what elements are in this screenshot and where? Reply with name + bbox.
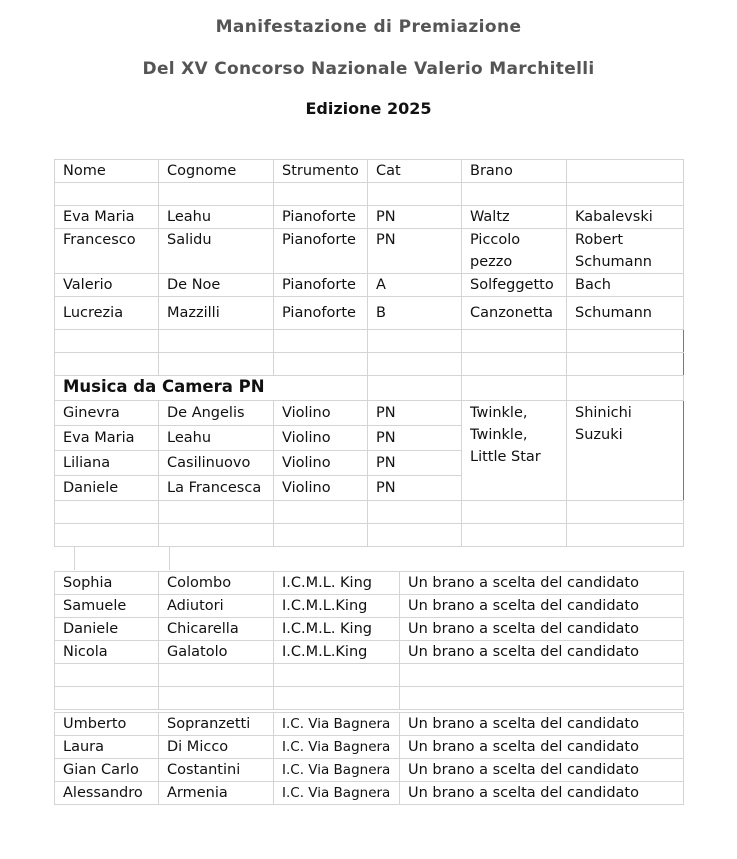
cell-cat: PN bbox=[368, 476, 462, 501]
header-cognome: Cognome bbox=[159, 160, 274, 183]
cell-cognome: Chicarella bbox=[159, 618, 274, 641]
cell-strumento: Violino bbox=[274, 476, 368, 501]
cell-autore: Kabalevski bbox=[567, 206, 684, 229]
cell-autore-chamber: Shinichi Suzuki bbox=[567, 401, 684, 501]
cell-nome: Ginevra bbox=[55, 401, 159, 426]
cell-brano: Un brano a scelta del candidato bbox=[400, 572, 684, 595]
cell-cat: A bbox=[368, 274, 462, 297]
spacer-row bbox=[55, 687, 684, 710]
table-row bbox=[55, 401, 684, 426]
cell-brano: Piccolo pezzo bbox=[462, 229, 567, 274]
spacer-row bbox=[55, 183, 684, 206]
cell-nome: Daniele bbox=[55, 476, 159, 501]
spacer-row bbox=[55, 501, 684, 524]
bagnera-school-table bbox=[54, 712, 684, 805]
cell-nome: Nicola bbox=[55, 641, 159, 664]
cell-cognome: Sopranzetti bbox=[159, 713, 274, 736]
header-nome: Nome bbox=[55, 160, 159, 183]
table-row bbox=[55, 736, 684, 759]
cell-strumento: Violino bbox=[274, 426, 368, 451]
edition-label: Edizione 2025 bbox=[305, 99, 432, 118]
cell-nome: Laura bbox=[55, 736, 159, 759]
table-row bbox=[55, 206, 684, 229]
cell-cognome: De Noe bbox=[159, 274, 274, 297]
cell-cognome: Armenia bbox=[159, 782, 274, 805]
cell-strumento: Pianoforte bbox=[274, 229, 368, 274]
spacer-row bbox=[55, 353, 684, 376]
cell-cat: PN bbox=[368, 451, 462, 476]
cell-cognome: Casilinuovo bbox=[159, 451, 274, 476]
table-row bbox=[55, 759, 684, 782]
cell-nome: Gian Carlo bbox=[55, 759, 159, 782]
cell-cognome: Adiutori bbox=[159, 595, 274, 618]
header-cat: Cat bbox=[368, 160, 462, 183]
cell-brano: Un brano a scelta del candidato bbox=[400, 595, 684, 618]
cell-scuola: I.C.M.L.King bbox=[274, 641, 400, 664]
cell-nome: Alessandro bbox=[55, 782, 159, 805]
table-row bbox=[55, 618, 684, 641]
cell-brano-chamber: Twinkle, Twinkle, Little Star bbox=[462, 401, 567, 501]
cell-strumento: Violino bbox=[274, 401, 368, 426]
spacer-row bbox=[55, 664, 684, 687]
document-title: Manifestazione di Premiazione bbox=[215, 17, 522, 37]
cell-cat: B bbox=[368, 297, 462, 330]
cell-nome: Eva Maria bbox=[55, 426, 159, 451]
cell-cognome: Di Micco bbox=[159, 736, 274, 759]
document-subtitle: Del XV Concorso Nazionale Valerio Marchitelli bbox=[142, 59, 595, 79]
cell-brano: Solfeggetto bbox=[462, 274, 567, 297]
cell-strumento: Pianoforte bbox=[274, 297, 368, 330]
cell-strumento: Pianoforte bbox=[274, 206, 368, 229]
cell-strumento: Pianoforte bbox=[274, 274, 368, 297]
cell-cognome: Leahu bbox=[159, 426, 274, 451]
cell-nome: Samuele bbox=[55, 595, 159, 618]
cell-scuola: I.C.M.L. King bbox=[274, 572, 400, 595]
cell-nome: Umberto bbox=[55, 713, 159, 736]
cell-autore: Robert Schumann bbox=[567, 229, 684, 274]
cell-scuola: I.C. Via Bagnera bbox=[274, 736, 400, 759]
cell-brano: Canzonetta bbox=[462, 297, 567, 330]
table-row bbox=[55, 229, 684, 274]
cell-cognome: Leahu bbox=[159, 206, 274, 229]
header-strumento: Strumento bbox=[274, 160, 368, 183]
table-row bbox=[55, 274, 684, 297]
section-title-chamber: Musica da Camera PN bbox=[55, 376, 368, 401]
cell-cognome: La Francesca bbox=[159, 476, 274, 501]
cell-brano: Un brano a scelta del candidato bbox=[400, 759, 684, 782]
table-row bbox=[55, 641, 684, 664]
cell-autore: Schumann bbox=[567, 297, 684, 330]
cell-cognome: Mazzilli bbox=[159, 297, 274, 330]
table-row bbox=[55, 595, 684, 618]
cell-autore: Bach bbox=[567, 274, 684, 297]
spacer-row bbox=[55, 330, 684, 353]
cell-cat: PN bbox=[368, 426, 462, 451]
cell-brano: Un brano a scelta del candidato bbox=[400, 736, 684, 759]
cell-strumento: Violino bbox=[274, 451, 368, 476]
cell-brano: Un brano a scelta del candidato bbox=[400, 641, 684, 664]
cell-scuola: I.C. Via Bagnera bbox=[274, 713, 400, 736]
king-school-table bbox=[54, 571, 684, 710]
table-row bbox=[55, 782, 684, 805]
cell-nome: Liliana bbox=[55, 451, 159, 476]
header-brano: Brano bbox=[462, 160, 567, 183]
cell-nome: Daniele bbox=[55, 618, 159, 641]
table-fragment bbox=[74, 546, 170, 570]
participants-table bbox=[54, 159, 684, 547]
cell-brano: Un brano a scelta del candidato bbox=[400, 782, 684, 805]
cell-cognome: Colombo bbox=[159, 572, 274, 595]
cell-brano: Un brano a scelta del candidato bbox=[400, 618, 684, 641]
cell-cognome: Galatolo bbox=[159, 641, 274, 664]
table-row bbox=[55, 713, 684, 736]
cell-scuola: I.C. Via Bagnera bbox=[274, 782, 400, 805]
spacer-row bbox=[55, 524, 684, 547]
table-header-row bbox=[55, 160, 684, 183]
cell-scuola: I.C.M.L. King bbox=[274, 618, 400, 641]
table-row bbox=[55, 572, 684, 595]
cell-nome: Eva Maria bbox=[55, 206, 159, 229]
cell-nome: Francesco bbox=[55, 229, 159, 274]
cell-nome: Valerio bbox=[55, 274, 159, 297]
cell-nome: Lucrezia bbox=[55, 297, 159, 330]
cell-cat: PN bbox=[368, 229, 462, 274]
cell-cognome: De Angelis bbox=[159, 401, 274, 426]
table-row bbox=[55, 297, 684, 330]
section-row bbox=[55, 376, 684, 401]
cell-scuola: I.C. Via Bagnera bbox=[274, 759, 400, 782]
cell-brano: Un brano a scelta del candidato bbox=[400, 713, 684, 736]
cell-scuola: I.C.M.L.King bbox=[274, 595, 400, 618]
cell-cognome: Costantini bbox=[159, 759, 274, 782]
cell-nome: Sophia bbox=[55, 572, 159, 595]
cell-cat: PN bbox=[368, 401, 462, 426]
cell-brano: Waltz bbox=[462, 206, 567, 229]
cell-cognome: Salidu bbox=[159, 229, 274, 274]
cell-cat: PN bbox=[368, 206, 462, 229]
